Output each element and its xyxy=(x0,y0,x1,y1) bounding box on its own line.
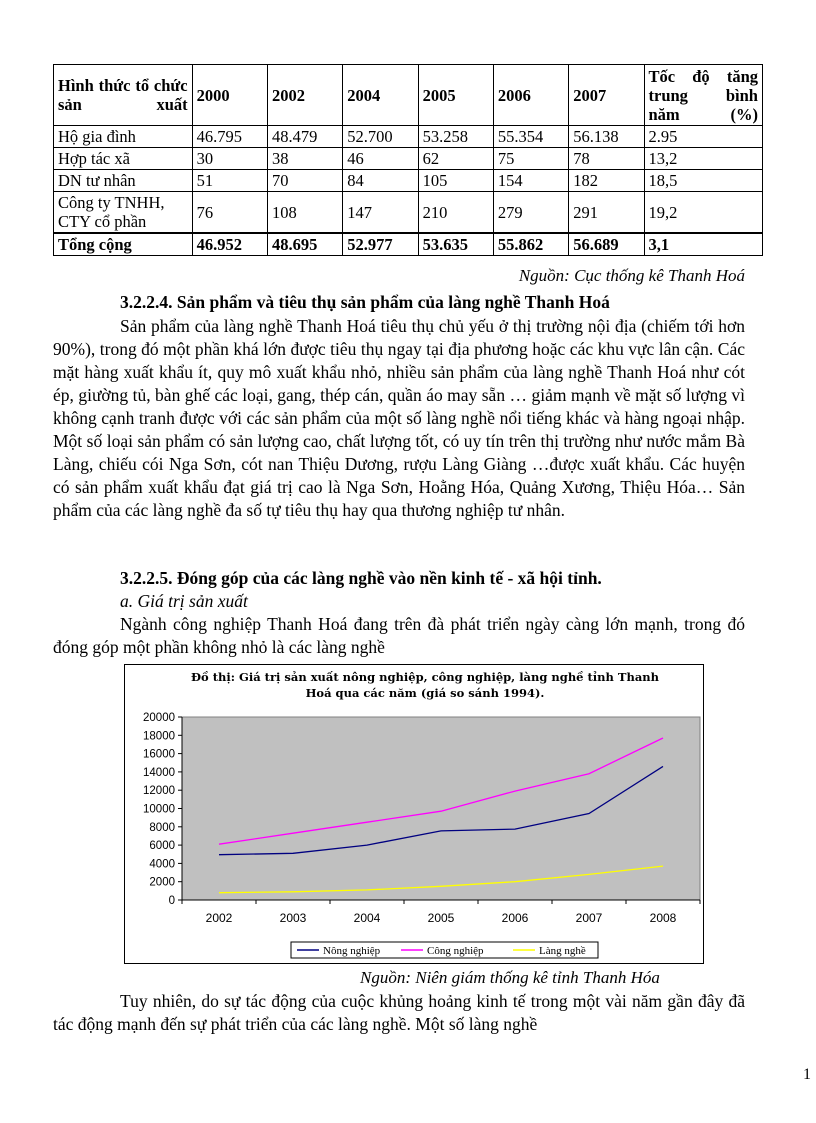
y-tick-label: 10000 xyxy=(143,803,175,816)
table-cell: 13,2 xyxy=(644,148,763,170)
header-cell: 2002 xyxy=(267,65,342,126)
table-cell: 76 xyxy=(192,192,267,234)
legend-label: Nông nghiệp xyxy=(323,945,381,957)
legend-label: Công nghiệp xyxy=(427,945,484,957)
header-cell: Tốc độ tăng trung bình năm (%) xyxy=(644,65,763,126)
section-heading: 3.2.2.5. Đóng góp của các làng nghề vào nền kinh tế - xã hội tỉnh. xyxy=(120,568,602,588)
table-cell: 210 xyxy=(418,192,493,234)
y-tick-label: 8000 xyxy=(149,821,175,834)
table-cell: 78 xyxy=(569,148,644,170)
table-cell: 75 xyxy=(493,148,568,170)
table-cell: 55.354 xyxy=(493,126,568,148)
table-total-row xyxy=(54,233,763,256)
table-cell: 30 xyxy=(192,148,267,170)
y-tick-label: 4000 xyxy=(149,858,175,871)
table-cell: 46 xyxy=(343,148,418,170)
table-cell: 279 xyxy=(493,192,568,234)
table-cell: 48.479 xyxy=(267,126,342,148)
y-tick-label: 0 xyxy=(168,895,175,907)
header-cell: 2006 xyxy=(493,65,568,126)
y-tick-label: 18000 xyxy=(143,730,175,743)
table-cell: 84 xyxy=(343,170,418,192)
x-tick-label: 2007 xyxy=(575,911,603,925)
legend-label: Làng nghề xyxy=(539,945,586,957)
x-tick-label: 2003 xyxy=(279,911,307,925)
body-paragraph: Tuy nhiên, do sự tác động của cuộc khủng hoảng kinh tế trong một vài năm gần đây đã tác động mạnh đến sự phát triển của các làng nghề. Một số làng nghề xyxy=(53,991,745,1034)
table-cell: 46.952 xyxy=(192,233,267,256)
page-number: 1 xyxy=(803,1066,811,1083)
body-paragraph: Sản phẩm của làng nghề Thanh Hoá tiêu thụ chủ yếu ở thị trường nội địa (chiếm tới hơn 90%), trong đó một phần khá lớn được tiêu thụ ngay tại địa phương hoặc các khu vực lân cận. Các mặt hàng xuất khẩu ít, quy mô xuất khẩu nhỏ, nhiều sản phẩm của làng nghề Thanh Hoá như cót ép, giường tủ, bàn ghế các loại, gang, thép cán, quần áo may sẵn … giảm mạnh về mặt số lượng vì không cạnh tranh được với các sản phẩm của một số làng nghề nổi tiếng khác và hàng ngoại nhập. Một số loại sản phẩm có sản lượng cao, chất lượng tốt, có uy tín trên thị trường như nước mắm Bà Làng, chiếu cói Nga Sơn, cót nan Thiệu Dương, rượu Làng Giàng …được xuất khẩu. Các huyện có sản phẩm xuất khẩu đạt giá trị cao là Nga Sơn, Hoằng Hóa, Quảng Xương, Thiệu Hóa… Sản phẩm của các làng nghề đa số tự tiêu thụ hay qua thương nghiệp tư nhân. xyxy=(53,316,745,520)
table-cell: 105 xyxy=(418,170,493,192)
plot-area xyxy=(182,717,700,900)
x-tick-label: 2005 xyxy=(427,911,455,925)
table-cell: 56.689 xyxy=(569,233,644,256)
y-tick-label: 14000 xyxy=(143,766,175,779)
line-chart xyxy=(124,664,704,964)
table-cell: Tổng cộng xyxy=(54,233,193,256)
table-row xyxy=(54,170,763,192)
production-table xyxy=(53,64,763,256)
y-tick-label: 12000 xyxy=(143,785,175,798)
table-cell: DN tư nhân xyxy=(54,170,193,192)
table-cell: 154 xyxy=(493,170,568,192)
table-cell: 52.700 xyxy=(343,126,418,148)
x-tick-label: 2002 xyxy=(205,911,233,925)
y-tick-label: 16000 xyxy=(143,748,175,761)
table-cell: 18,5 xyxy=(644,170,763,192)
table-cell: 48.695 xyxy=(267,233,342,256)
table-cell: 2.95 xyxy=(644,126,763,148)
table-row xyxy=(54,192,763,234)
chart-title: Đồ thị: Giá trị sản xuất nông nghiệp, công nghiệp, làng nghề tỉnh Thanh Hoá qua các năm (giá so sánh 1994). xyxy=(191,670,659,700)
table-cell: 53.635 xyxy=(418,233,493,256)
table-cell: Công ty TNHH, CTY cổ phần xyxy=(54,192,193,234)
section-heading: 3.2.2.4. Sản phẩm và tiêu thụ sản phẩm của làng nghề Thanh Hoá xyxy=(120,292,610,312)
chart-canvas xyxy=(125,665,703,963)
table-cell: 46.795 xyxy=(192,126,267,148)
table-cell: 182 xyxy=(569,170,644,192)
table-row xyxy=(54,126,763,148)
subsection-heading: a. Giá trị sản xuất xyxy=(120,591,248,611)
table-cell: 147 xyxy=(343,192,418,234)
table-cell: 291 xyxy=(569,192,644,234)
table-cell: Hộ gia đình xyxy=(54,126,193,148)
table-cell: 56.138 xyxy=(569,126,644,148)
x-tick-label: 2006 xyxy=(501,911,529,925)
table-cell: 38 xyxy=(267,148,342,170)
x-tick-label: 2008 xyxy=(649,911,677,925)
y-tick-label: 6000 xyxy=(149,840,175,853)
header-cell: 2007 xyxy=(569,65,644,126)
header-cell: Hình thức tổ chức sản xuất xyxy=(54,65,193,126)
table-source: Nguồn: Cục thống kê Thanh Hoá xyxy=(518,266,745,285)
table-header-row xyxy=(54,65,763,126)
table-cell: 55.862 xyxy=(493,233,568,256)
header-cell: 2000 xyxy=(192,65,267,126)
table-cell: 62 xyxy=(418,148,493,170)
header-cell: 2004 xyxy=(343,65,418,126)
y-tick-label: 2000 xyxy=(149,876,175,889)
header-cell: 2005 xyxy=(418,65,493,126)
table-cell: 52.977 xyxy=(343,233,418,256)
y-tick-label: 20000 xyxy=(143,712,175,724)
table-row xyxy=(54,148,763,170)
table-cell: 70 xyxy=(267,170,342,192)
table-cell: 53.258 xyxy=(418,126,493,148)
body-paragraph: Ngành công nghiệp Thanh Hoá đang trên đà phát triển ngày càng lớn mạnh, trong đó đóng góp một phần không nhỏ là các làng nghề xyxy=(53,614,745,657)
table-cell: 51 xyxy=(192,170,267,192)
chart-source: Nguồn: Niên giám thống kê tỉnh Thanh Hóa xyxy=(360,968,660,987)
table-cell: Hợp tác xã xyxy=(54,148,193,170)
table-cell: 3,1 xyxy=(644,233,763,256)
x-tick-label: 2004 xyxy=(353,911,381,925)
table-cell: 108 xyxy=(267,192,342,234)
table-cell: 19,2 xyxy=(644,192,763,234)
